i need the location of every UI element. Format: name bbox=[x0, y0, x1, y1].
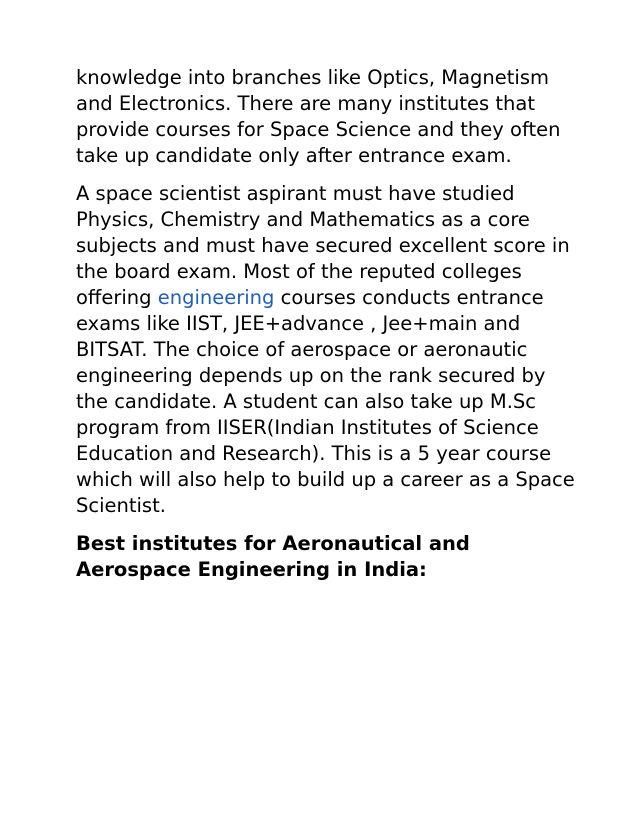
section-heading-best-institutes: Best institutes for Aeronautical and Aerospace Engineering in India: bbox=[76, 532, 470, 581]
paragraph-entrance-exam: knowledge into branches like Optics, Magnetism and Electronics. There are many institutes that provide courses for Space Science and they often take up candidate only after entrance exam. bbox=[76, 66, 561, 167]
paragraph-text-end: courses conducts entrance exams like IIST, JEE+advance , Jee+main and BITSAT. The choice of aerospace or aeronautic engineering depends up on the rank secured by the candidate. A student can also take up M.Sc program from IISER(Indian Institutes of Science Education and Research). This is a 5 year course which will also help to build up a career as a Space Scientist. bbox=[76, 286, 575, 517]
paragraph-text-start: A space scientist aspirant must have studied Physics, Chemistry and Mathematics as a core subjects and must have secured excellent score in the board exam. Most of the reputed colleges offering bbox=[76, 182, 570, 309]
engineering-link[interactable]: engineering bbox=[157, 286, 275, 309]
paragraph-aspirant-requirements bbox=[76, 181, 576, 519]
document-body bbox=[76, 65, 576, 583]
